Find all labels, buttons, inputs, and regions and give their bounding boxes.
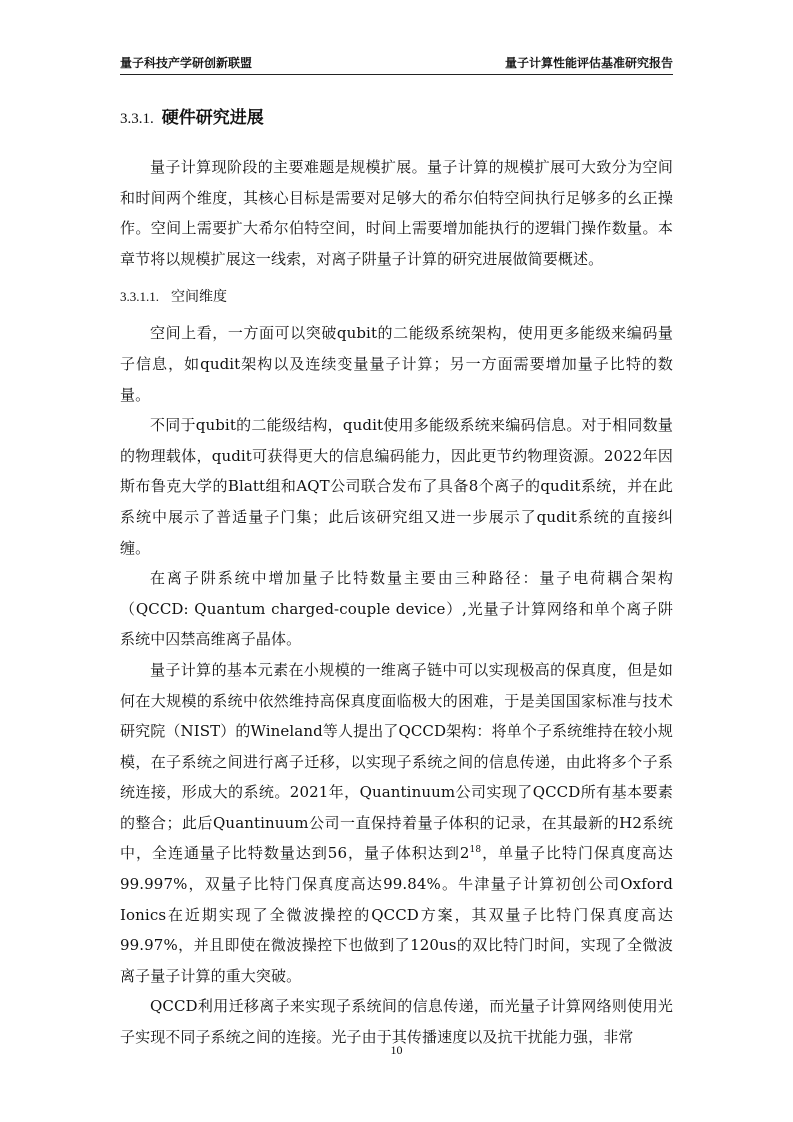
paragraph-photonic-network: QCCD利用迁移离子来实现子系统间的信息传递，而光量子计算网络则使用光子实现不同子系统之间的连接。光子由于其传播速度以及抗干扰能力强，非常 bbox=[120, 997, 673, 1047]
section-number: 3.3.1. bbox=[120, 111, 154, 127]
quantum-volume-exponent: 18 bbox=[469, 845, 482, 856]
header-organization: 量子科技产学研创新联盟 bbox=[120, 56, 253, 70]
paragraph-three-routes: 在离子阱系统中增加量子比特数量主要由三种路径：量子电荷耦合架构（QCCD: Quantum charged-couple device）,光量子计算网络和单个离子阱系统中囚禁高维离子晶体。 bbox=[120, 569, 673, 649]
header-report-title: 量子计算性能评估基准研究报告 bbox=[504, 56, 673, 70]
page-content bbox=[120, 100, 673, 1053]
section-intro-paragraph: 量子计算现阶段的主要难题是规模扩展。量子计算的规模扩展可大致分为空间和时间两个维度，其核心目标是需要对足够大的希尔伯特空间执行足够多的幺正操作。空间上需要扩大希尔伯特空间，时间上需要增加能执行的逻辑门操作数量。本章节将以规模扩展这一线索，对离子阱量子计算的研究进展做简要概述。 bbox=[120, 158, 673, 268]
subsection-number: 3.3.1.1. bbox=[120, 289, 159, 305]
subsection-title: 空间维度 bbox=[171, 289, 227, 306]
qccd-text-a: 量子计算的基本元素在小规模的一维离子链中可以实现极高的保真度，但是如何在大规模的系统中依然维持高保真度面临极大的困难，于是美国国家标准与技术研究院（NIST）的Wineland等人提出了QCCD架构：将单个子系统维持在较小规模，在子系统之间进行离子迁移，以实现子系统之间的信息传递，由此将多个子系统连接，形成大的系统。2021年，Quantinuum公司实现了QCCD所有基本要素的整合；此后Quantinuum公司一直保持着量子体积的记录，在其最新的H2系统中，全连通量子比特数量达到56，量子体积达到2 bbox=[120, 660, 673, 863]
page-header bbox=[120, 52, 673, 75]
paragraph-qudit: 不同于qubit的二能级结构，qudit使用多能级系统来编码信息。对于相同数量的物理载体，qudit可获得更大的信息编码能力，因此更节约物理资源。2022年因斯布鲁克大学的Blatt组和AQT公司联合发布了具备8个离子的qudit系统，并在此系统中展示了普适量子门集；此后该研究组又进一步展示了qudit系统的直接纠缠。 bbox=[120, 416, 673, 557]
paragraph-space-overview: 空间上看，一方面可以突破qubit的二能级系统架构，使用更多能级来编码量子信息，如qudit架构以及连续变量量子计算；另一方面需要增加量子比特的数量。 bbox=[120, 324, 673, 404]
section-heading bbox=[120, 104, 673, 132]
paragraph-qccd bbox=[120, 655, 673, 992]
page-number: 10 bbox=[390, 1043, 403, 1057]
section-title: 硬件研究进展 bbox=[161, 108, 264, 128]
qccd-text-b: ，单量子比特门保真度高达99.997%，双量子比特门保真度高达99.84%。牛津量子计算初创公司Oxford Ionics在近期实现了全微波操控的QCCD方案，其双量子比特门保真度高达99.97%，并且即使在微波操控下也做到了120us的双比特门时间，实现了全微波离子量子计算的重大突破。 bbox=[120, 844, 674, 985]
subsection-heading bbox=[120, 282, 673, 312]
